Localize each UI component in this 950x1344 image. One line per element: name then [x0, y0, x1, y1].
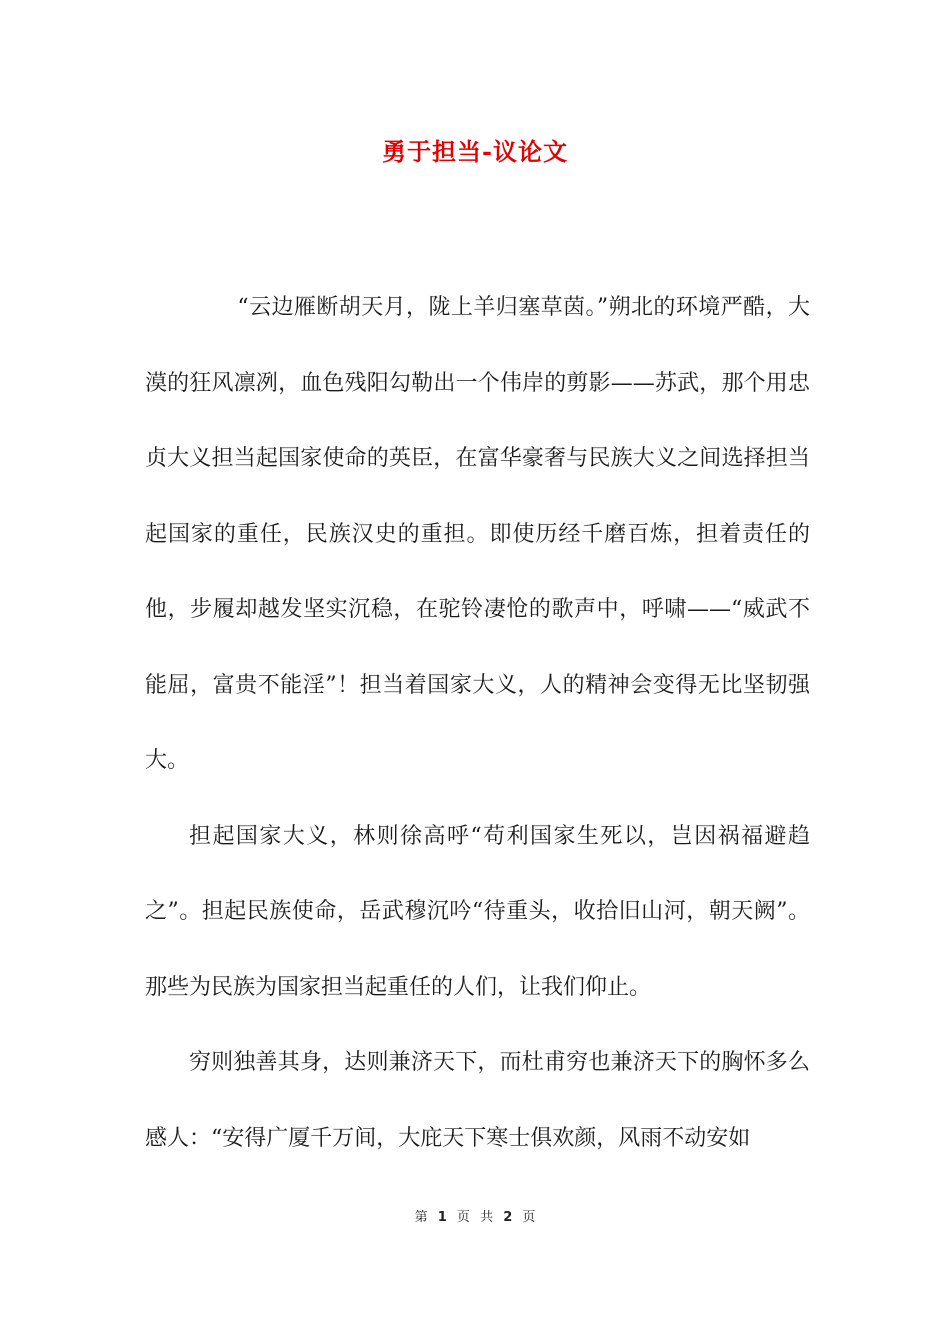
footer-total-label: 共 [480, 1210, 494, 1225]
footer-current-page: 1 [437, 1210, 447, 1225]
footer-page-unit: 页 [456, 1210, 470, 1225]
page-footer [0, 1206, 950, 1230]
footer-total-unit: 页 [522, 1210, 536, 1225]
document-body [145, 270, 810, 1176]
paragraph-1: “云边雁断胡天月，陇上羊归塞草茵。”朔北的环境严酷，大漠的狂风凛冽，血色残阳勾勒出一个伟岸的剪影——苏武，那个用忠贞大义担当起国家使命的英臣，在富华豪奢与民族大义之间选择担当起国家的重任，民族汉史的重担。即使历经千磨百炼，担着责任的他，步履却越发坚实沉稳，在驼铃凄怆的歌声中，呼啸——“威武不能屈，富贵不能淫”！担当着国家大义，人的精神会变得无比坚韧强大。 [145, 295, 810, 773]
paragraph-3: 穷则独善其身，达则兼济天下，而杜甫穷也兼济天下的胸怀多么感人：“安得广厦千万间，大庇天下寒士俱欢颜，风雨不动安如 [145, 1050, 810, 1151]
document-title: 勇于担当-议论文 [382, 137, 568, 166]
footer-total-pages: 2 [503, 1210, 513, 1225]
footer-page-label: 第 [414, 1210, 428, 1225]
paragraph-2: 担起国家大义，林则徐高呼“苟利国家生死以，岂因祸福避趋之”。担起民族使命，岳武穆沉吟“待重头，收拾旧山河，朝天阙”。那些为民族为国家担当起重任的人们，让我们仰止。 [145, 823, 810, 1000]
